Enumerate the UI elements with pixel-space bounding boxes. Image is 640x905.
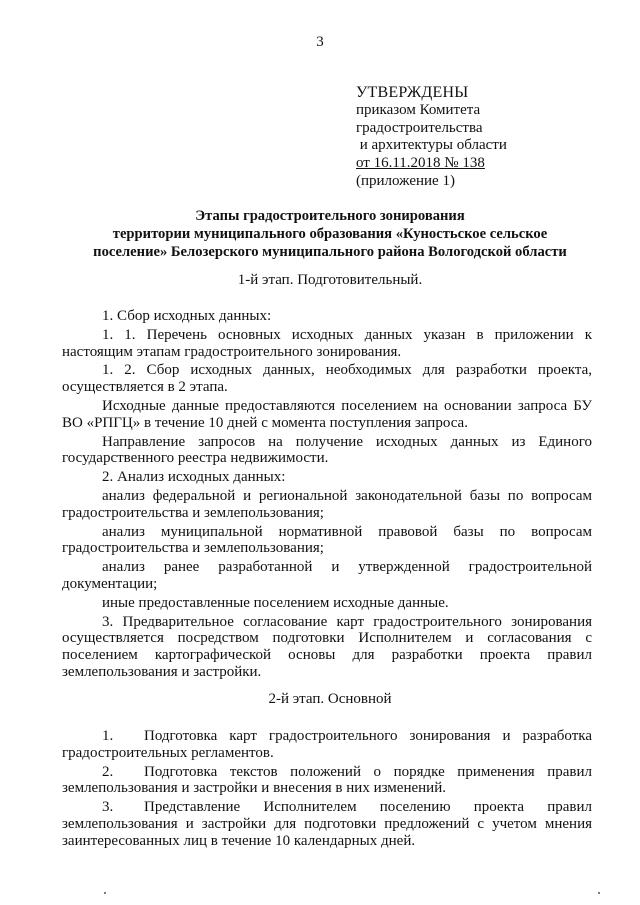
title-line: Этапы градостроительного зонирования [195,208,465,224]
paragraph: иные предоставленные поселением исходные данные. [102,594,449,611]
page-number: 3 [316,34,324,50]
paragraph: 1. 1. Перечень основных исходных данных указан в приложении к настоящим этапам градостроительного зонирования. [62,326,592,360]
document-title [60,208,600,261]
item-text: Подготовка текстов положений о порядке применения правил [144,763,592,780]
list-item [62,728,592,762]
item-number: 3. [102,799,114,816]
scan-speck [104,892,106,894]
stage2-heading: 2-й этап. Основной [268,691,392,707]
list-item [62,799,592,849]
item-number: 1. [102,728,114,744]
approval-stamp [356,84,507,191]
paragraph: Исходные данные предоставляются поселением на основании запроса БУ ВО «РПГЦ» в течение 10 дней с момента поступления запроса. [62,397,592,431]
item-text-continued: землепользования и застройки и внесения в них изменений. [62,780,446,797]
paragraph: Направление запросов на получение исходных данных из Единого государственного реестра недвижимости. [62,433,592,467]
item-text: Подготовка карт градостроительного зонирования и разработка [144,728,592,744]
approval-heading: УТВЕРЖДЕНЫ [356,84,469,101]
approval-line: градостроительства [356,119,483,136]
paragraph: 1. 2. Сбор исходных данных, необходимых для разработки проекта, осуществляется в 2 этапа. [62,362,592,396]
list-item [62,764,592,798]
paragraph: анализ федеральной и региональной законодательной базы по вопросам градостроительства и землепользования; [62,487,592,521]
approval-annex: (приложение 1) [356,172,455,189]
paragraph: 2. Анализ исходных данных: [102,469,286,486]
item-text-continued: градостроительных регламентов. [62,744,274,761]
item-number: 2. [102,763,114,780]
stage1-body [62,308,592,683]
approval-order-date: от 16.11.2018 № 138 [356,155,485,172]
scan-speck [598,892,600,894]
item-text: Представление Исполнителем поселению проекта правил [144,799,592,816]
approval-line: приказом Комитета [356,101,481,118]
approval-line: и архитектуры области [356,137,507,154]
paragraph: 3. Предварительное согласование карт градостроительного зонирования осуществляется посредством подготовки Исполнителем и согласования с поселением картографической основы для разработки проекта правил землепользования и застройки. [62,613,592,680]
title-line: поселение» Белозерского муниципального района Вологодской области [93,243,567,260]
paragraph: анализ муниципальной нормативной правовой базы по вопросам градостроительства и землепользования; [62,523,592,557]
item-text-continued: землепользования и застройки для подготовки предложений с учетом мнения заинтересованных лиц в течение 10 календарных дней. [62,815,592,849]
paragraph: 1. Сбор исходных данных: [102,308,272,324]
stage1-heading: 1-й этап. Подготовительный. [237,272,423,288]
paragraph: анализ ранее разработанной и утвержденной градостроительной документации; [62,559,592,592]
title-line: территории муниципального образования «Куностьское сельское [112,225,548,242]
stage2-body [62,728,592,852]
